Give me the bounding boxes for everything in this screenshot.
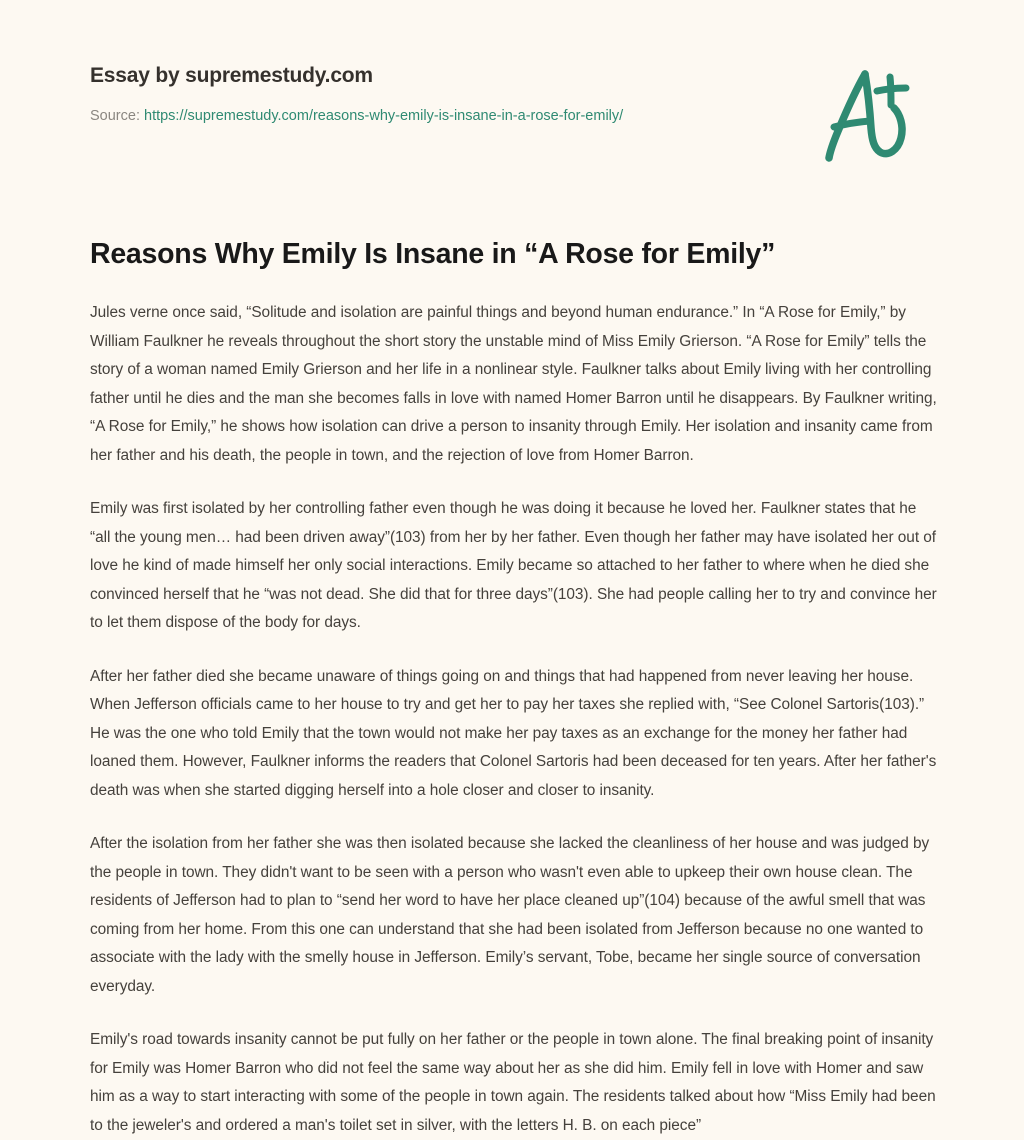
article-paragraph: Jules verne once said, “Solitude and isolation are painful things and beyond human endurance.” In “A Rose for Emily,” by William Faulkner he reveals throughout the short story the unstable mind of Miss Emily Grierson. “A Rose for Emily” tells the story of a woman named Emily Grierson and her life in a nonlinear style. Faulkner talks about Emily living with her controlling father until he dies and the man she becomes falls in love with named Homer Barron until he disappears. By Faulkner writing, “A Rose for Emily,” he shows how isolation can drive a person to insanity through Emily. Her isolation and insanity came from her father and his death, the people in town, and the rejection of love from Homer Barron. [90,304,937,464]
article-paragraph: After the isolation from her father she was then isolated because she lacked the cleanliness of her house and was judged by the people in town. They didn't want to be seen with a person who wasn't even able to upkeep their own house clean. The residents of Jefferson had to plan to “send her word to have her place cleaned up”(104) because of the awful smell that was coming from her home. From this one can understand that she had been isolated from Jefferson because no one wanted to associate with the lady with the smelly house in Jefferson. Emily’s servant, Tobe, became her single source of conversation everyday. [90,835,930,995]
source-line [90,106,770,127]
essay-by-heading: Essay by supremestudy.com [90,64,373,87]
page-title: Reasons Why Emily Is Insane in “A Rose for Emily” [90,238,776,270]
page-header [0,0,1024,200]
a-plus-logo-icon[interactable] [812,58,932,170]
article-paragraph: Emily's road towards insanity cannot be put fully on her father or the people in town alone. The final breaking point of insanity for Emily was Homer Barron who did not feel the same way about her as she did him. Emily fell in love with Homer and saw him as a way to start interacting with some of the people in town again. The residents talked about how “Miss Emily had been to the jeweler's and ordered a man's toilet set in silver, with the letters H. B. on each piece” [90,1031,936,1134]
article-body [90,299,938,1140]
source-url-link[interactable]: https://supremestudy.com/reasons-why-emily-is-insane-in-a-rose-for-emily/ [144,108,624,125]
header-text-block [90,62,770,127]
source-label: Source: [90,108,144,125]
article [90,236,938,1140]
a-plus-logo-svg [812,58,932,170]
article-paragraph: After her father died she became unaware of things going on and things that had happened from never leaving her house. When Jefferson officials came to her house to try and get her to pay her taxes she replied with, “See Colonel Sartoris(103).” He was the one who told Emily that the town would not make her pay taxes as an exchange for the money her father had loaned them. However, Faulkner informs the readers that Colonel Sartoris had been deceased for ten years. After her father's death was when she started digging herself into a hole closer and closer to insanity. [90,667,937,799]
article-paragraph: Emily was first isolated by her controlling father even though he was doing it because he loved her. Faulkner states that he “all the young men… had been driven away”(103) from her by her father. Even though her father may have isolated her out of love he kind of made himself her only social interactions. Emily became so attached to her father to where when he died she convinced herself that he “was not dead. She did that for three days”(103). She had people calling her to try and convince her to let them dispose of the body for days. [90,500,937,632]
